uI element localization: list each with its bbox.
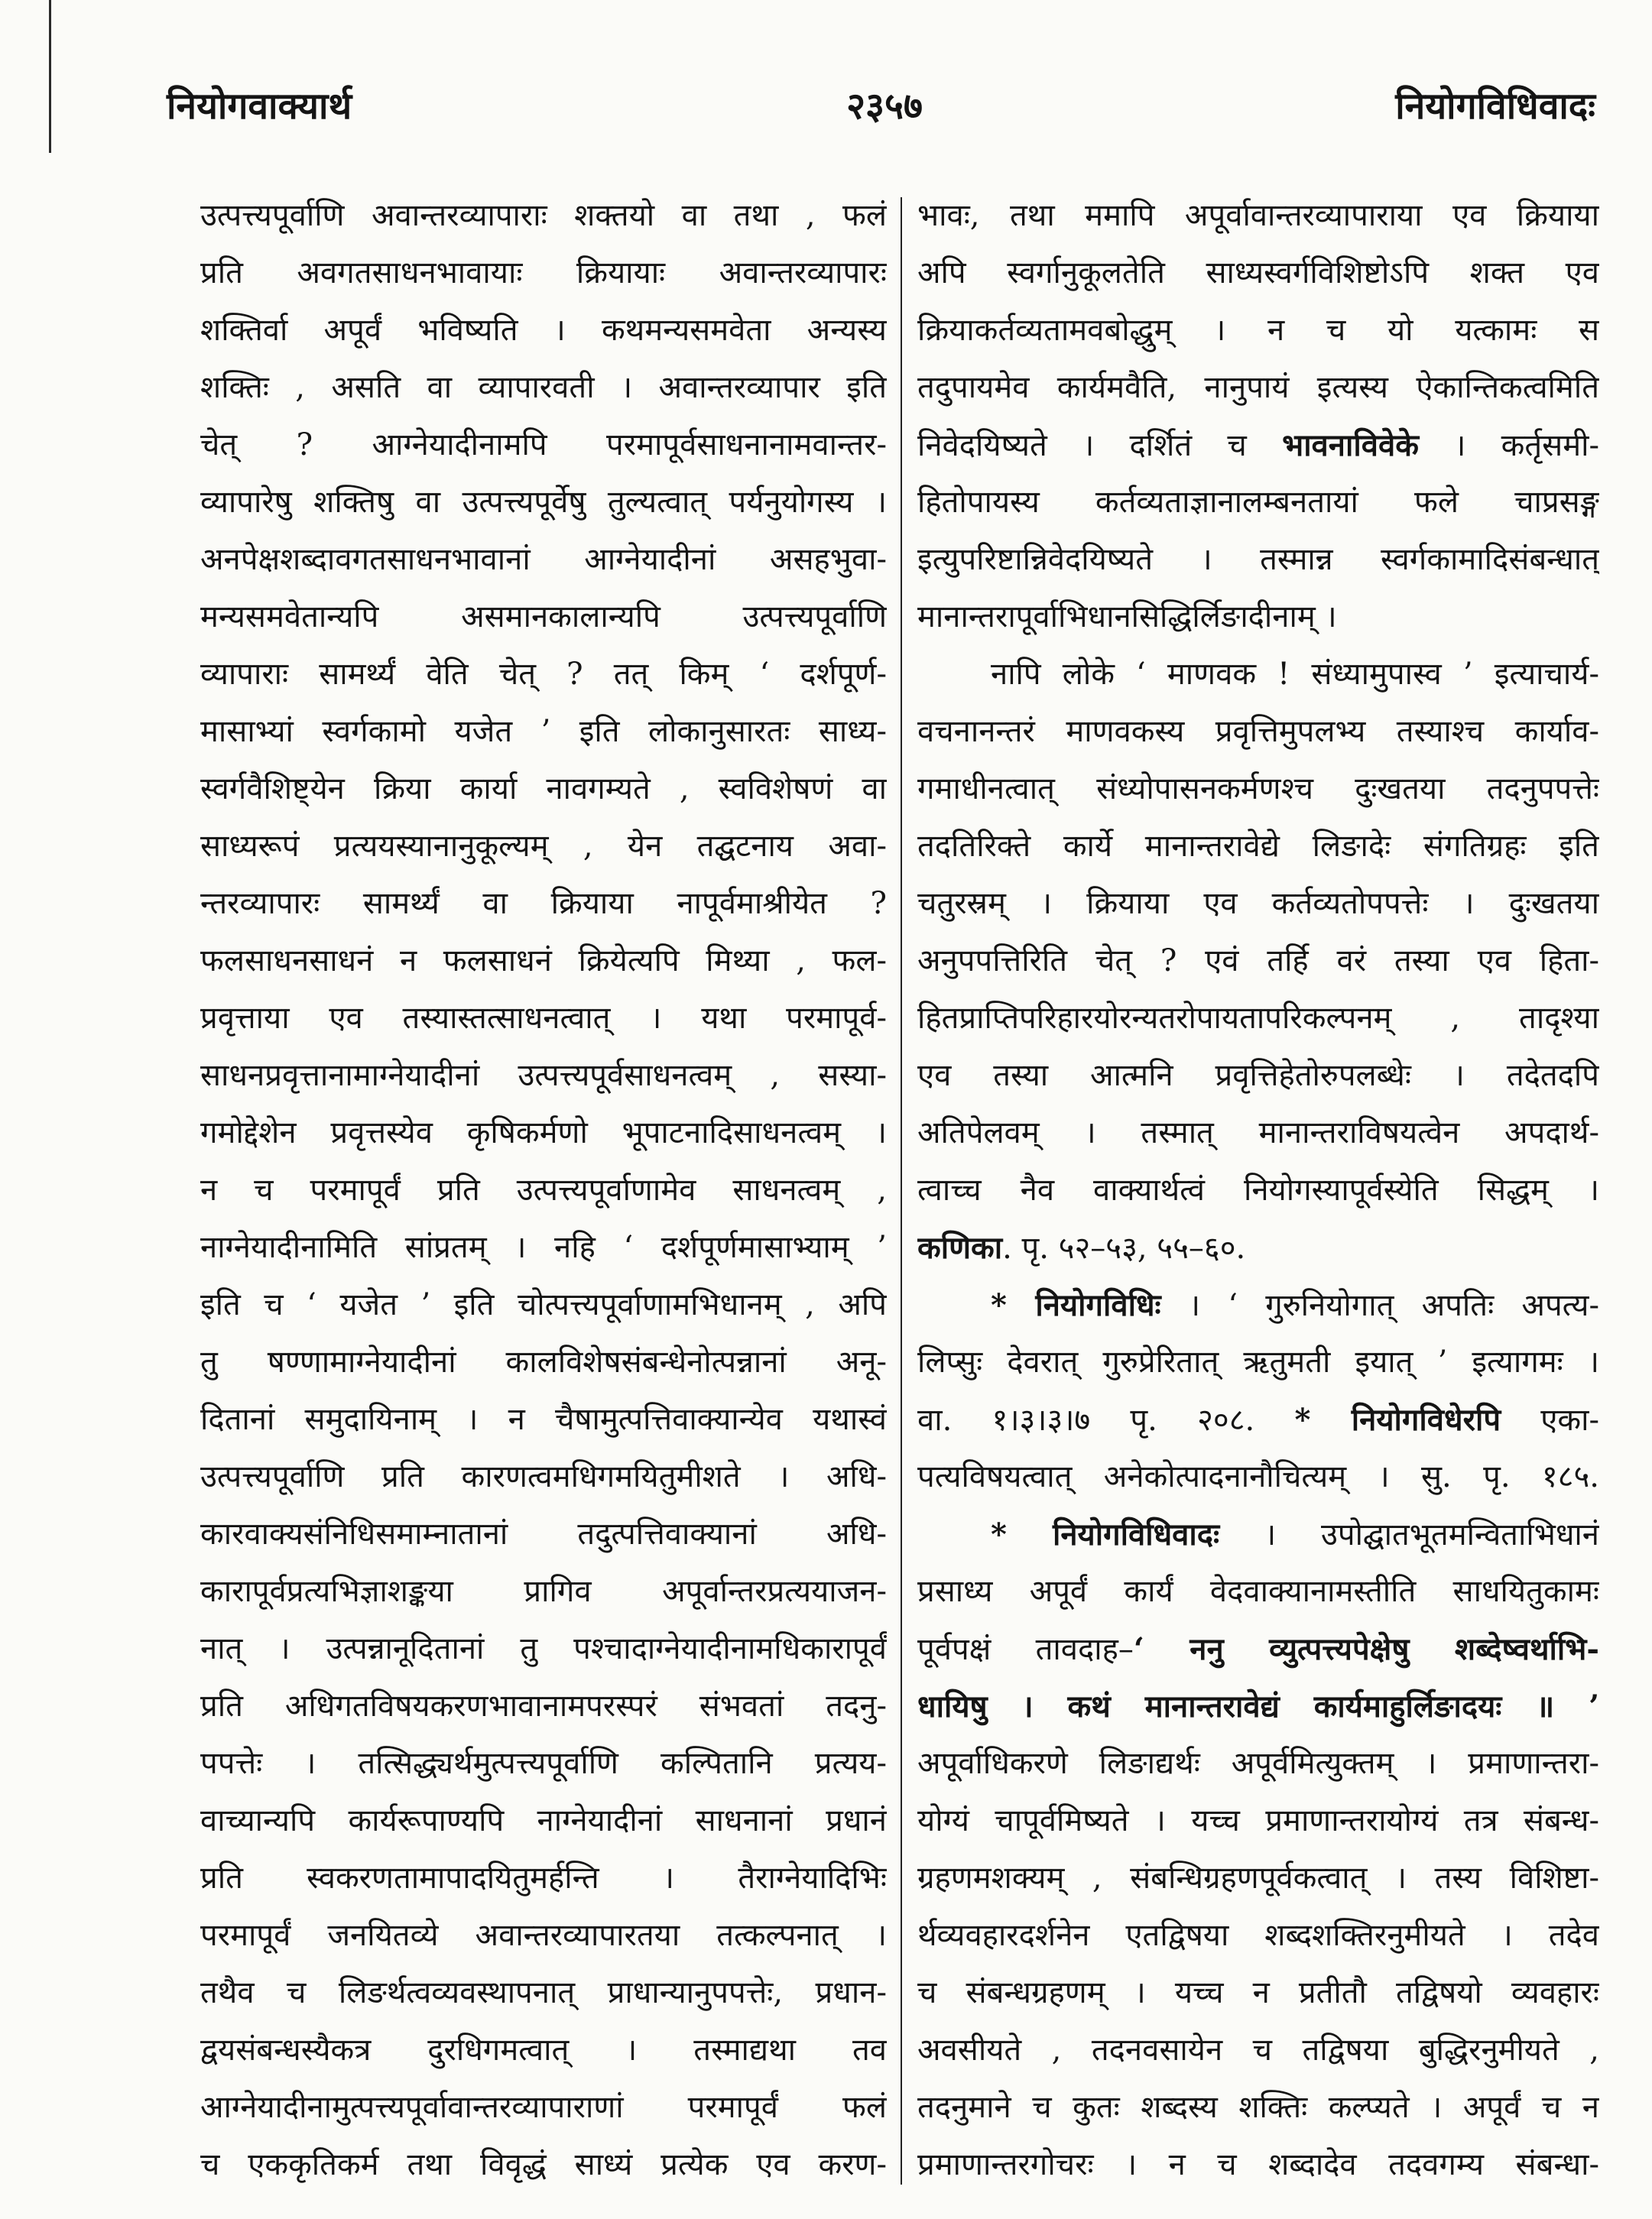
text-line: [200, 417, 887, 474]
line-text: न च परमापूर्वं प्रति उत्पत्त्यपूर्वाणामेव साधनत्वम् ,: [200, 1173, 887, 1208]
text-line: [200, 474, 887, 531]
line-text: हितोपायस्य कर्तव्यताज्ञानालम्बनतायां फले चाप्रसङ्ग: [917, 485, 1599, 520]
line-text: कारवाक्यसंनिधिसमाम्नातानां तदुत्पत्तिवाक्यानां अधि-: [200, 1517, 887, 1552]
text-line: [917, 1678, 1599, 1735]
line-text: तदतिरिक्ते कार्ये मानान्तरावेद्ये लिङादेः संगतिग्रहः इति: [917, 829, 1599, 864]
column-divider: [901, 197, 902, 2185]
text-line: [917, 1563, 1599, 1620]
line-text: र्थव्यवहारदर्शनेन एतद्विषया शब्दशक्तिरनुमीयते । तदेव: [917, 1918, 1599, 1953]
text-line: [200, 1162, 887, 1219]
text-line: [917, 703, 1599, 761]
text-line: [917, 359, 1599, 417]
line-text: अपि स्वर्गानुकूलतेति साध्यस्वर्गविशिष्टोऽपि शक्त एव: [917, 255, 1599, 290]
line-text: निवेदयिष्यते । दर्शितं च: [917, 428, 1283, 463]
text-line: [917, 1620, 1599, 1678]
line-text: प्रति स्वकरणतामापादयितुमर्हन्ति । तैराग्नेयादिभिः: [200, 1861, 887, 1896]
scan-edge-line: [49, 0, 51, 153]
bold-entry-text: कणिका: [917, 1230, 1003, 1266]
line-text: इति च ‘ यजेत ’ इति चोत्पत्त्यपूर्वाणामभिधानम् , अपि: [200, 1287, 887, 1322]
text-line: [200, 703, 887, 761]
line-text: उत्पत्त्यपूर्वाणि प्रति कारणत्वमधिगमयितुमीशते । अधि-: [200, 1459, 887, 1494]
line-text: व्यापारेषु शक्तिषु वा उत्पत्त्यपूर्वेषु तुल्यत्वात् पर्यनुयोगस्य ।: [200, 485, 887, 520]
text-line: [200, 1792, 887, 1850]
line-text: परमापूर्वं जनयितव्ये अवान्तरव्यापारतया तत्कल्पनात् ।: [200, 1918, 887, 1953]
text-line: [917, 1506, 1599, 1563]
text-line: [200, 1334, 887, 1391]
left-column: [200, 187, 887, 2194]
text-line: [200, 1563, 887, 1620]
text-line: [200, 1047, 887, 1105]
line-text: चतुरस्रम् । क्रियाया एव कर्तव्यतोपपत्तेः । दुःखतया: [917, 886, 1599, 921]
line-text: अनुपपत्तिरिति चेत् ? एवं तर्हि वरं तस्या एव हिता-: [917, 943, 1599, 978]
line-text: इत्युपरिष्टान्निवेदयिष्यते । तस्मान्न स्वर्गकामादिसंबन्धात्: [917, 542, 1599, 577]
text-line: [200, 2079, 887, 2136]
line-text: लिप्सुः देवरात् गुरुप्रेरितात् ऋतुमती इयात् ’ इत्यागमः ।: [917, 1345, 1599, 1380]
bold-entry-text: धायिषु । कथं मानान्तरावेद्यं कार्यमाहुर्लिङादयः ॥ ’: [917, 1689, 1599, 1724]
line-text: तु षण्णामाग्नेयादीनां कालविशेषसंबन्धेनोत्पन्नानां अनू-: [200, 1345, 887, 1380]
line-text: शक्तिः , असति वा व्यापारवती । अवान्तरव्यापार इति: [200, 370, 887, 405]
text-line: [200, 187, 887, 245]
text-line: [200, 875, 887, 933]
line-text: कारापूर्वप्रत्यभिज्ञाशङ्कया प्रागिव अपूर्वान्तरप्रत्ययाजन-: [200, 1574, 887, 1609]
line-text: त्वाच्च नैव वाक्यार्थत्वं नियोगस्यापूर्वस्येति सिद्धम् ।: [917, 1173, 1599, 1208]
line-text: वा. १।३।३।७ पृ. २०८.: [917, 1403, 1295, 1438]
text-line: [200, 1506, 887, 1563]
text-line: [917, 474, 1599, 531]
line-text: एव तस्या आत्मनि प्रवृत्तिहेतोरुपलब्धेः । तदेतदपि: [917, 1058, 1599, 1093]
line-text: तथैव च लिङर्थत्वव्यवस्थापनात् प्राधान्यानुपपत्तेः, प्रधान-: [200, 1975, 887, 2010]
text-line: [917, 1105, 1599, 1162]
line-text: अतिपेलवम् । तस्मात् मानान्तराविषयत्वेन अपदार्थ-: [917, 1115, 1599, 1150]
text-line: [917, 1391, 1599, 1449]
text-line: [917, 1162, 1599, 1219]
page-number: २३५७: [846, 85, 923, 128]
bold-entry-text: * नियोगविधेरपि: [1294, 1402, 1501, 1438]
text-line: [200, 302, 887, 359]
text-line: [917, 1964, 1599, 2022]
text-line: [200, 1907, 887, 1964]
line-text: प्रवृत्ताया एव तस्यास्तत्साधनत्वात् । यथा परमापूर्व-: [200, 1001, 887, 1036]
text-line: [917, 1792, 1599, 1850]
line-text: स्वर्गवैशिष्ट्येन क्रिया कार्या नावगम्यते , स्वविशेषणं वा: [200, 771, 887, 806]
line-text: योग्यं चापूर्वमिष्यते । यच्च प्रमाणान्तरायोग्यं तत्र संबन्ध-: [917, 1803, 1599, 1838]
bold-entry-text: * नियोगविधिः: [991, 1287, 1161, 1323]
bold-entry-text: भावनाविवेके: [1282, 427, 1419, 463]
line-text: फलसाधनसाधनं न फलसाधनं क्रियेत्यपि मिथ्या , फल-: [200, 943, 887, 978]
text-line: [917, 1850, 1599, 1907]
line-text: वचनानन्तरं माणवकस्य प्रवृत्तिमुपलभ्य तस्याश्च कार्याव-: [917, 714, 1599, 749]
text-line: [200, 818, 887, 875]
bold-entry-text: * नियोगविधिवादः: [991, 1517, 1220, 1552]
text-line: [917, 646, 1599, 703]
line-text: शक्तिर्वा अपूर्वं भविष्यति । कथमन्यसमवेता अन्यस्य: [200, 313, 887, 348]
line-text: व्यापाराः सामर्थ्यं वेति चेत् ? तत् किम् ‘ दर्शपूर्ण-: [200, 657, 887, 692]
text-line: [917, 2022, 1599, 2079]
line-text: मन्यसमवेतान्यपि असमानकालान्यपि उत्पत्त्यपूर्वाणि: [200, 599, 887, 634]
text-line: [200, 359, 887, 417]
right-column: [917, 187, 1599, 2194]
text-line: [200, 1219, 887, 1277]
line-text: वाच्यान्यपि कार्यरूपाण्यपि नाग्नेयादीनां साधनानां प्रधानं: [200, 1803, 887, 1838]
running-head-right: नियोगविधिवादः: [1395, 85, 1595, 128]
text-line: [917, 1277, 1599, 1334]
running-head-left: नियोगवाक्यार्थ: [167, 85, 352, 128]
line-text: एका-: [1501, 1403, 1599, 1438]
line-text: उत्पत्त्यपूर्वाणि अवान्तरव्यापाराः शक्तयो वा तथा , फलं: [200, 198, 887, 233]
text-line: [200, 245, 887, 302]
text-line: [200, 1620, 887, 1678]
text-line: [917, 1449, 1599, 1506]
text-line: [917, 1735, 1599, 1792]
line-text: । उपोद्घातभूतमन्विताभिधानं: [1219, 1517, 1599, 1552]
text-line: [917, 1907, 1599, 1964]
line-text: नापि लोके ‘ माणवक ! संध्यामुपास्व ’ इत्याचार्य-: [991, 657, 1599, 692]
line-text: च एककृतिकर्म तथा विवृद्धं साध्यं प्रत्येक एव करण-: [200, 2147, 887, 2182]
line-text: प्रति अवगतसाधनभावायाः क्रियायाः अवान्तरव्यापारः: [200, 255, 887, 290]
text-line: [200, 1391, 887, 1449]
line-text: अनपेक्षशब्दावगतसाधनभावानां आग्नेयादीनां असहभुवा-: [200, 542, 887, 577]
text-line: [200, 1105, 887, 1162]
text-line: [917, 990, 1599, 1047]
line-text: तदनुमाने च कुतः शब्दस्य शक्तिः कल्प्यते । अपूर्वं च न: [917, 2090, 1599, 2125]
line-text: च संबन्धग्रहणम् । यच्च न प्रतीतौ तद्विषयो व्यवहारः: [917, 1975, 1599, 2010]
line-text: . पृ. ५२–५३, ५५–६०.: [1002, 1231, 1246, 1266]
text-line: [200, 531, 887, 589]
text-line: [200, 1277, 887, 1334]
bold-entry-text: ‘ ननु व्युत्पत्त्यपेक्षेषु शब्देष्वर्थाभि-: [1133, 1631, 1599, 1667]
line-text: अपूर्वाधिकरणे लिङाद्यर्थः अपूर्वमित्युक्तम् । प्रमाणान्तरा-: [917, 1746, 1599, 1781]
line-text: पत्यविषयत्वात् अनेकोत्पादनानौचित्यम् । सु. पृ. १८५.: [917, 1459, 1599, 1494]
line-text: मानान्तरापूर्वाभिधानसिद्धिर्लिङादीनाम् ।: [917, 599, 1337, 634]
line-text: गमोद्देशेन प्रवृत्तस्येव कृषिकर्मणो भूपाटनादिसाधनत्वम् ।: [200, 1115, 887, 1150]
text-line: [917, 818, 1599, 875]
text-line: [200, 589, 887, 646]
line-text: अवसीयते , तदनवसायेन च तद्विषया बुद्धिरनुमीयते ,: [917, 2032, 1599, 2068]
line-text: साध्यरूपं प्रत्ययस्यानानुकूल्यम् , येन तद्घटनाय अवा-: [200, 829, 887, 864]
line-text: नाग्नेयादीनामिति सांप्रतम् । नहि ‘ दर्शपूर्णमासाभ्याम् ’: [200, 1230, 887, 1265]
line-text: प्रसाध्य अपूर्वं कार्यं वेदवाक्यानामस्तीति साधयितुकामः: [917, 1574, 1599, 1609]
text-line: [917, 589, 1599, 646]
line-text: प्रति अधिगतविषयकरणभावानामपरस्परं संभवतां तदनु-: [200, 1689, 887, 1724]
text-line: [917, 417, 1599, 474]
text-line: [200, 990, 887, 1047]
text-line: [917, 302, 1599, 359]
text-line: [917, 245, 1599, 302]
line-text: द्वयसंबन्धस्यैकत्र दुरधिगमत्वात् । तस्माद्यथा तव: [200, 2032, 887, 2068]
text-line: [200, 1449, 887, 1506]
text-line: [200, 1735, 887, 1792]
text-line: [200, 761, 887, 818]
text-line: [200, 2022, 887, 2079]
line-text: गमाधीनत्वात् संध्योपासनकर्मणश्च दुःखतया तदनुपपत्तेः: [917, 771, 1599, 806]
line-text: हितप्राप्तिपरिहारयोरन्यतरोपायतापरिकल्पनम् , तादृश्या: [917, 1001, 1599, 1036]
text-line: [200, 1850, 887, 1907]
text-line: [917, 1334, 1599, 1391]
line-text: पूर्वपक्षं तावदाह–: [917, 1632, 1134, 1667]
text-line: [917, 531, 1599, 589]
text-line: [200, 1678, 887, 1735]
line-text: साधनप्रवृत्तानामाग्नेयादीनां उत्पत्त्यपूर्वसाधनत्वम् , सस्या-: [200, 1058, 887, 1093]
text-line: [917, 2136, 1599, 2194]
text-line: [200, 2136, 887, 2194]
line-text: न्तरव्यापारः सामर्थ्यं वा क्रियाया नापूर्वमाश्रीयेत ?: [200, 886, 887, 921]
text-line: [200, 646, 887, 703]
line-text: पपत्तेः । तत्सिद्ध्यर्थमुत्पत्त्यपूर्वाणि कल्पितानि प्रत्यय-: [200, 1746, 887, 1781]
line-text: चेत् ? आग्नेयादीनामपि परमापूर्वसाधनानामवान्तर-: [200, 427, 887, 462]
line-text: दितानां समुदायिनाम् । न चैषामुत्पत्तिवाक्यान्येव यथास्वं: [200, 1402, 887, 1437]
line-text: प्रमाणान्तरगोचरः । न च शब्दादेव तदवगम्य संबन्धा-: [917, 2147, 1599, 2182]
text-line: [917, 761, 1599, 818]
text-line: [917, 1219, 1599, 1277]
text-line: [917, 187, 1599, 245]
line-text: । ‘ गुरुनियोगात् अपतिः अपत्य-: [1160, 1288, 1599, 1323]
text-line: [200, 1964, 887, 2022]
line-text: क्रियाकर्तव्यतामवबोद्धुम् । न च यो यत्कामः स: [917, 313, 1599, 348]
line-text: भावः, तथा ममापि अपूर्वावान्तरव्यापाराया एव क्रियाया: [917, 198, 1599, 233]
line-text: तदुपायमेव कार्यमवैति, नानुपायं इत्यस्य ऐकान्तिकत्वमिति: [917, 370, 1599, 405]
line-text: नात् । उत्पन्नानूदितानां तु पश्चादाग्नेयादीनामधिकारापूर्वं: [200, 1631, 887, 1666]
text-line: [917, 2079, 1599, 2136]
line-text: मासाभ्यां स्वर्गकामो यजेत ’ इति लोकानुसारतः साध्य-: [200, 714, 887, 749]
line-text: आग्नेयादीनामुत्पत्त्यपूर्वावान्तरव्यापाराणां परमापूर्वं फलं: [200, 2090, 887, 2125]
text-line: [917, 933, 1599, 990]
line-text: । कर्तृसमी-: [1418, 428, 1599, 463]
text-line: [917, 875, 1599, 933]
text-line: [917, 1047, 1599, 1105]
text-line: [200, 933, 887, 990]
line-text: ग्रहणमशक्यम् , संबन्धिग्रहणपूर्वकत्वात् । तस्य विशिष्टा-: [917, 1861, 1599, 1896]
